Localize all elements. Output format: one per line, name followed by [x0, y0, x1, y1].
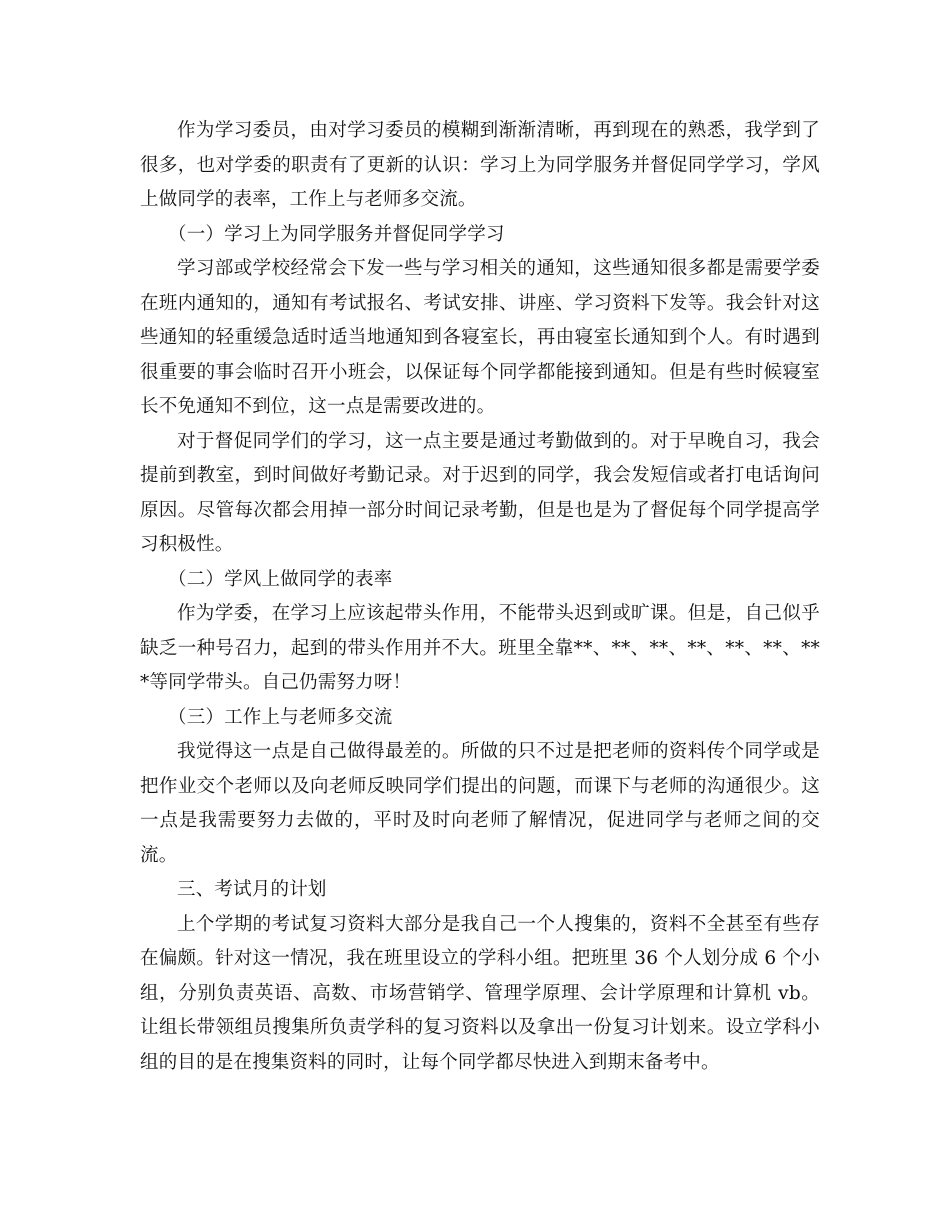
paragraph-teacher-communication: 我觉得这一点是自己做得最差的。所做的只不过是把老师的资料传个同学或是把作业交个老师以及向老师反映同学们提出的问题，而课下与老师的沟通很少。这一点是我需要努力去做的，平时及时向老师了解情况，促进同学与老师之间的交流。 [140, 741, 820, 866]
section-heading-1: （一）学习上为同学服务并督促同学学习 [168, 223, 505, 245]
paragraph-role-model: 作为学委，在学习上应该起带头作用，不能带头迟到或旷课。但是，自己似乎缺乏一种号召力，起到的带头作用并不大。班里全靠**、**、**、**、**、**、***等同学带头。自己仍需努力呀！ [140, 603, 820, 693]
section-heading-3: （三）工作上与老师多交流 [168, 706, 393, 728]
paragraph-intro: 作为学习委员，由对学习委员的模糊到渐渐清晰，再到现在的熟悉，我学到了很多，也对学委的职责有了更新的认识：学习上为同学服务并督促同学学习，学风上做同学的表率，工作上与老师多交流。 [140, 120, 820, 210]
paragraph-attendance: 对于督促同学们的学习，这一点主要是通过考勤做到的。对于早晚自习，我会提前到教室，到时间做好考勤记录。对于迟到的同学，我会发短信或者打电话询问原因。尽管每次都会用掉一部分时间记录考勤，但是也是为了督促每个同学提高学习积极性。 [140, 430, 820, 555]
paragraph-notices: 学习部或学校经常会下发一些与学习相关的通知，这些通知很多都是需要学委在班内通知的，通知有考试报名、考试安排、讲座、学习资料下发等。我会针对这些通知的轻重缓急适时适当地通知到各寝室长，再由寝室长通知到个人。有时遇到很重要的事会临时召开小班会，以保证每个同学都能接到通知。但是有些时候寝室长不免通知不到位，这一点是需要改进的。 [140, 258, 820, 417]
paragraph-exam-plan: 上个学期的考试复习资料大部分是我自己一个人搜集的，资料不全甚至有些存在偏颇。针对这一情况，我在班里设立的学科小组。把班里 36 个人划分成 6 个小组，分别负责英语、高数、市场营销学、管理学原理、会计学原理和计算机 vb。让组长带领组员搜集所负责学科的复习资料以及拿出一份复习计划来。设立学科小组的目的是在搜集资料的同时，让每个同学都尽快进入到期末备考中。 [140, 913, 820, 1073]
section-heading-exam-plan: 三、考试月的计划 [177, 879, 327, 900]
section-heading-2: （二）学风上做同学的表率 [168, 568, 393, 590]
